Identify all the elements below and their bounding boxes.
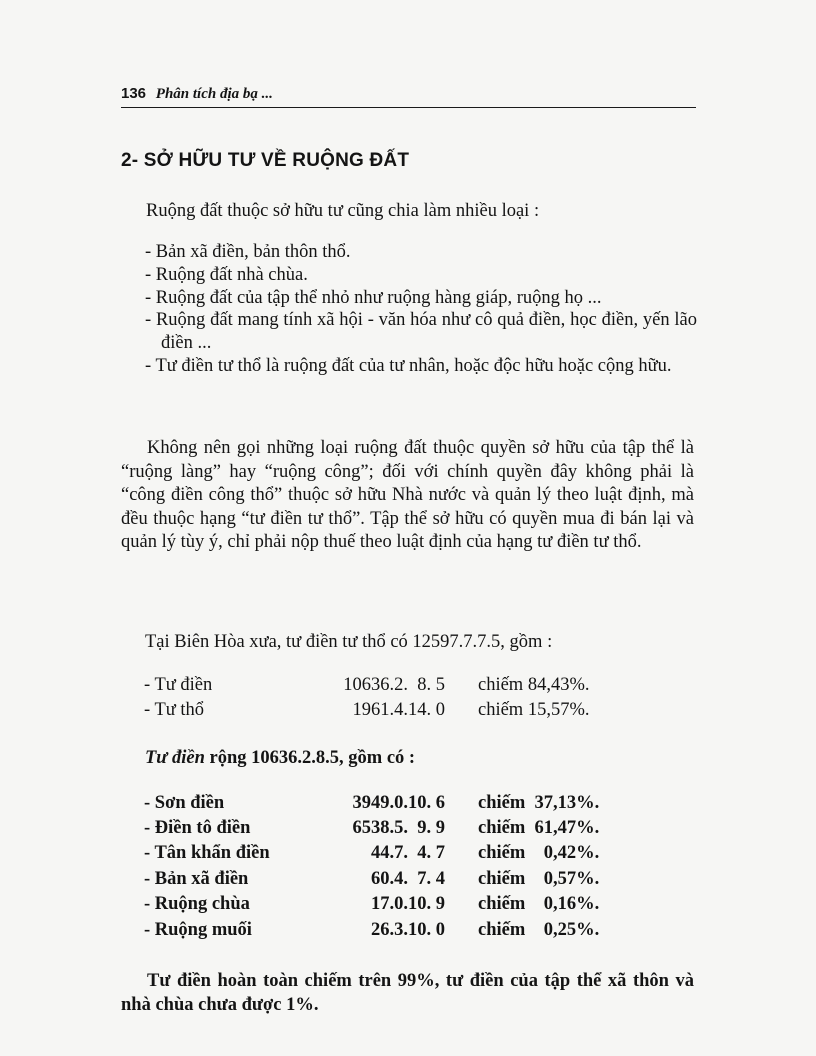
land-type-list xyxy=(145,241,697,378)
list-item: - Ruộng đất của tập thể nhỏ như ruộng hàng giáp, ruộng họ ... xyxy=(145,287,602,308)
land-share: chiếm 0,57%. xyxy=(478,869,600,889)
table-row xyxy=(0,700,816,724)
land-share: chiếm 0,25%. xyxy=(478,920,600,940)
list-item: - Ruộng đất mang tính xã hội - văn hóa như cô quả điền, học điền, yến lão điền ... xyxy=(145,310,697,354)
intro-line: Ruộng đất thuộc sở hữu tư cũng chia làm nhiều loại : xyxy=(146,201,540,221)
land-share: chiếm 84,43%. xyxy=(478,675,590,695)
land-area: 1961.4.14. 0 xyxy=(352,700,445,720)
table-row xyxy=(0,920,816,944)
table-row xyxy=(0,818,816,842)
table-row xyxy=(0,869,816,893)
table-row xyxy=(0,843,816,867)
land-name: - Tư thổ xyxy=(144,700,205,720)
page-number: 136 xyxy=(121,85,147,102)
running-header xyxy=(121,85,696,108)
land-area: 3949.0.10. 6 xyxy=(352,793,445,813)
list-item: - Ruộng đất nhà chùa. xyxy=(145,264,308,285)
land-share: chiếm 0,16%. xyxy=(478,894,600,914)
land-area: 26.3.10. 0 xyxy=(371,920,445,940)
land-share: chiếm 0,42%. xyxy=(478,843,600,863)
land-name: - Tân khẩn điền xyxy=(144,843,270,863)
body-paragraph: Không nên gọi những loại ruộng đất thuộc quyền sở hữu của tập thể là “ruộng làng” hay “ruộng công”; đối với chính quyền đây không phải là “công điền công thổ” thuộc sở hữu Nhà nước và quản lý theo luật định, mà đều thuộc hạng “tư điền tư thổ”. Tập thể sở hữu có quyền mua đi bán lại và quản lý tùy ý, chỉ phải nộp thuế theo luật định của hạng tư điền tư thổ. xyxy=(121,438,694,553)
land-area: 6538.5. 9. 9 xyxy=(352,818,445,838)
list-item: - Tư điền tư thổ là ruộng đất của tư nhân, hoặc độc hữu hoặc cộng hữu. xyxy=(145,355,672,376)
land-name: - Ruộng chùa xyxy=(144,894,250,914)
land-share: chiếm 15,57%. xyxy=(478,700,590,720)
running-title: Phân tích địa bạ ... xyxy=(155,86,273,102)
land-area: 10636.2. 8. 5 xyxy=(343,675,445,695)
list-item: - Bản xã điền, bản thôn thổ. xyxy=(145,242,351,262)
land-name: - Điền tô điền xyxy=(144,818,251,838)
land-area: 60.4. 7. 4 xyxy=(371,869,445,889)
section-heading: 2- SỞ HỮU TƯ VỀ RUỘNG ĐẤT xyxy=(121,150,410,171)
land-name: - Tư điền xyxy=(144,675,213,695)
land-share: chiếm 37,13%. xyxy=(478,793,600,813)
subheading-rest: rộng 10636.2.8.5, gồm có : xyxy=(204,748,416,768)
land-name: - Ruộng muối xyxy=(144,920,252,940)
land-area: 17.0.10. 9 xyxy=(371,894,445,914)
subheading-italic: Tư điền xyxy=(145,748,205,768)
bien-hoa-sentence: Tại Biên Hòa xưa, tư điền tư thổ có 12597.7.7.5, gồm : xyxy=(145,632,553,652)
table-row xyxy=(0,894,816,918)
land-share: chiếm 61,47%. xyxy=(478,818,600,838)
table-row xyxy=(0,675,816,699)
land-name: - Bản xã điền xyxy=(144,869,249,889)
land-name: - Sơn điền xyxy=(144,793,225,813)
land-area: 44.7. 4. 7 xyxy=(371,843,445,863)
conclusion-paragraph: Tư điền hoàn toàn chiếm trên 99%, tư điền của tập thể xã thôn và nhà chùa chưa được 1%. xyxy=(121,971,694,1015)
table-row xyxy=(0,793,816,817)
tu-dien-subheading xyxy=(145,748,415,769)
